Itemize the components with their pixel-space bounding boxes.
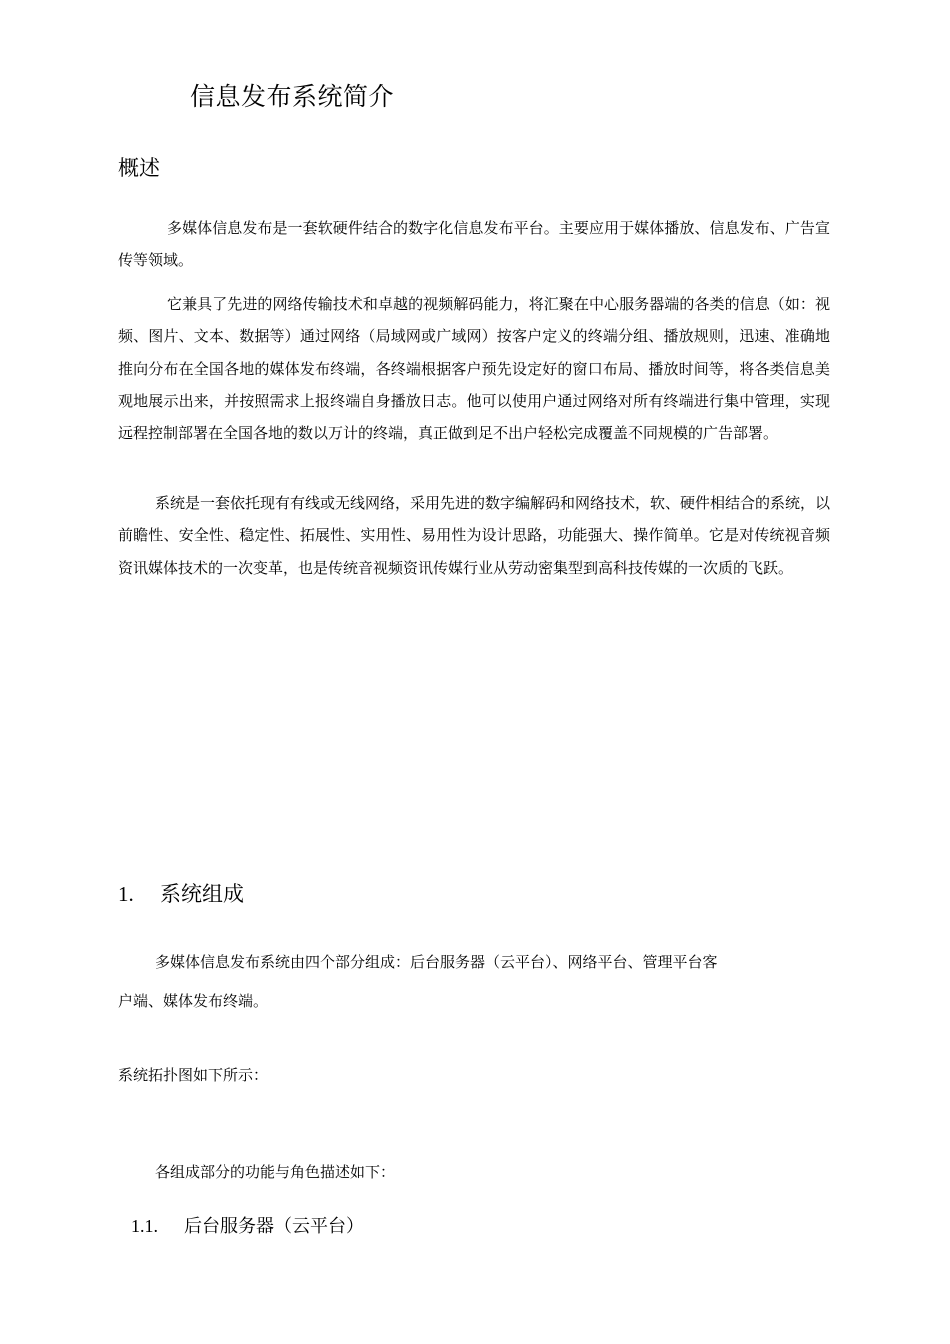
subsection-title: 后台服务器（云平台） [184, 1216, 364, 1237]
topology-caption: 系统拓扑图如下所示： [118, 1066, 269, 1084]
subsection-heading-backend-server [131, 1213, 364, 1240]
composition-intro-line-1: 多媒体信息发布系统由四个部分组成：后台服务器（云平台）、网络平台、管理平台客 [155, 953, 718, 971]
overview-heading: 概述 [118, 156, 160, 180]
section-title: 系统组成 [160, 882, 244, 906]
overview-paragraph-3: 系统是一套依托现有有线或无线网络，采用先进的数字编解码和网络技术，软、硬件相结合的系统，以前瞻性、安全性、稳定性、拓展性、实用性、易用性为设计思路，功能强大、操作简单。它是对传统视音频资讯媒体技术的一次变革，也是传统音视频资讯传媒行业从劳动密集型到高科技传媒的一次质的飞跃。 [118, 494, 831, 577]
composition-intro-line-2: 户端、媒体发布终端。 [118, 992, 269, 1010]
roles-intro: 各组成部分的功能与角色描述如下： [155, 1163, 396, 1181]
overview-paragraph-1: 多媒体信息发布是一套软硬件结合的数字化信息发布平台。主要应用于媒体播放、信息发布、广告宣传等领域。 [118, 219, 830, 270]
subsection-number: 1.1. [131, 1216, 158, 1236]
document-title: 信息发布系统简介 [190, 82, 395, 111]
section-heading-system-composition [118, 880, 244, 908]
overview-paragraph-2: 它兼具了先进的网络传输技术和卓越的视频解码能力，将汇聚在中心服务器端的各类的信息（如：视频、图片、文本、数据等）通过网络（局域网或广域网）按客户定义的终端分组、播放规则，迅速、准确地推向分布在全国各地的媒体发布终端，各终端根据客户预先设定好的窗口布局、播放时间等，将各类信息美观地展示出来，并按照需求上报终端自身播放日志。他可以使用户通过网络对所有终端进行集中管理，实现远程控制部署在全国各地的数以万计的终端，真正做到足不出户轻松完成覆盖不同规模的广告部署。 [118, 295, 830, 443]
section-number: 1. [118, 882, 134, 906]
